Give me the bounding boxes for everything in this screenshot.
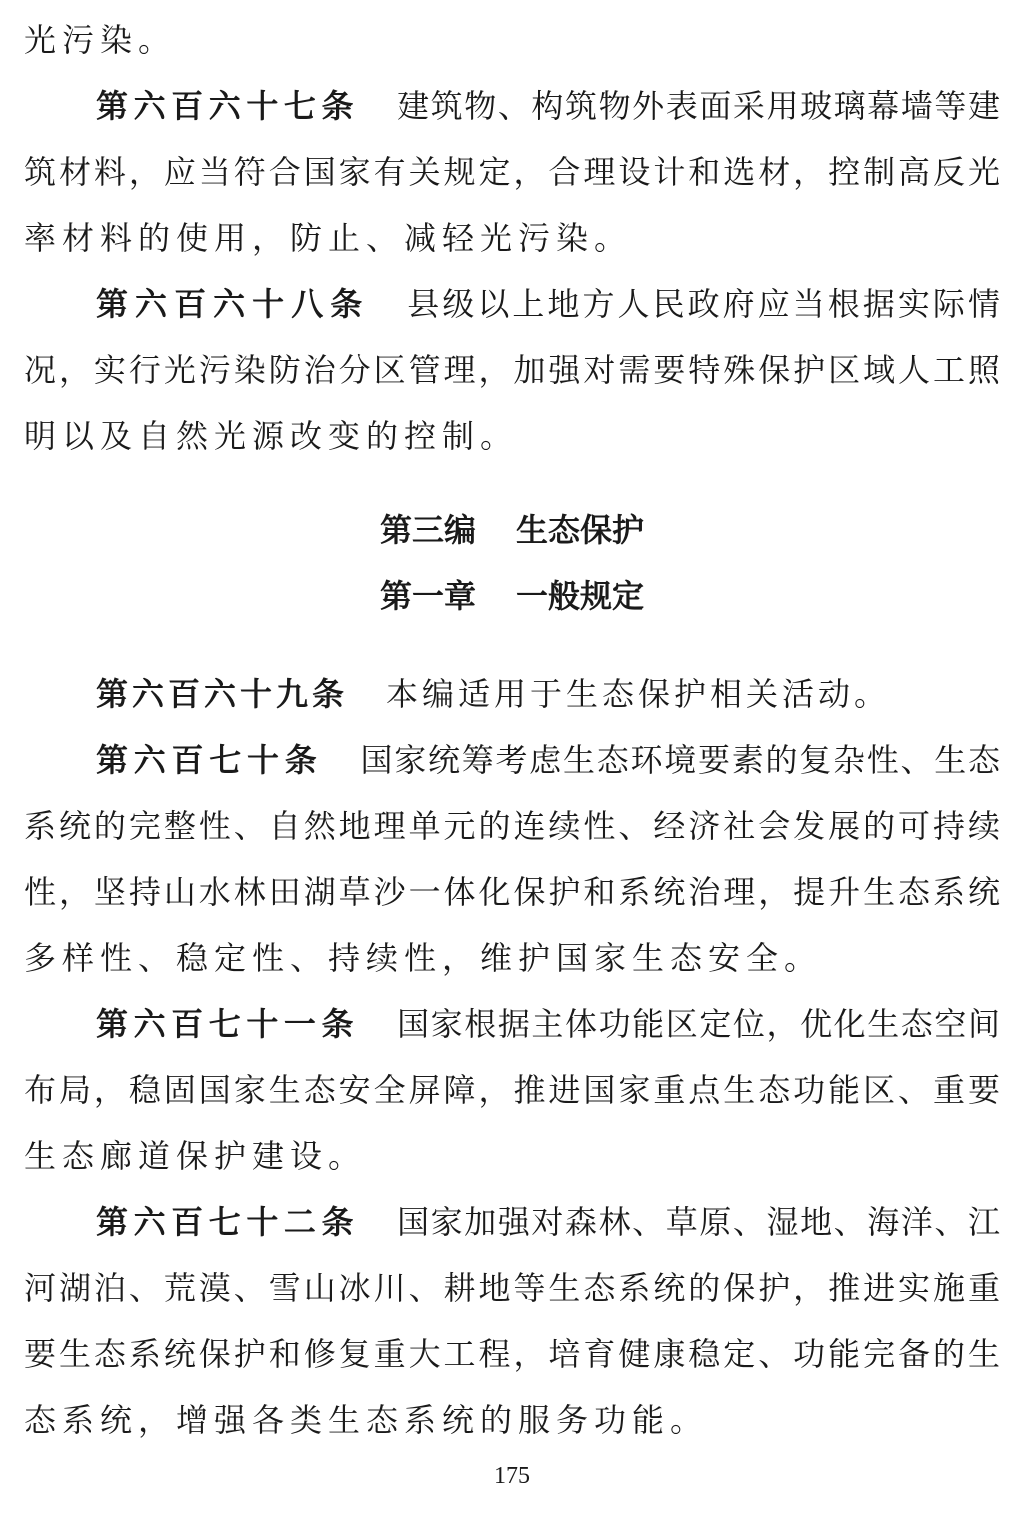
text-line: 率材料的使用，防止、减轻光污染。: [24, 219, 633, 257]
article-text: 本编适用于生态保护相关活动。: [386, 675, 891, 713]
article-number: 第六百六十七条: [96, 87, 360, 125]
text-line: 态系统，增强各类生态系统的服务功能。: [24, 1401, 709, 1439]
text-line: 多样性、稳定性、持续性，维护国家生态安全。: [24, 939, 823, 977]
article-669-line-1: [96, 674, 1000, 714]
part-title: 生态保护: [516, 511, 645, 549]
chapter-label: 第一章: [379, 577, 476, 615]
article-text: 县级以上地方人民政府应当根据实际情: [407, 285, 1000, 323]
article-668-line-1: [96, 284, 1000, 324]
article-number: 第六百七十条: [96, 741, 323, 779]
article-671-line-1: [96, 1004, 1000, 1044]
text-line: 筑材料，应当符合国家有关规定，合理设计和选材，控制高反光: [24, 153, 1000, 191]
text-line: 系统的完整性、自然地理单元的连续性、经济社会发展的可持续: [24, 807, 1000, 845]
article-text: 国家统筹考虑生态环境要素的复杂性、生态: [360, 741, 1000, 779]
article-number: 第六百七十二条: [96, 1203, 360, 1241]
text-line: 况，实行光污染防治分区管理，加强对需要特殊保护区域人工照: [24, 351, 1000, 389]
text-line: 要生态系统保护和修复重大工程，培育健康稳定、功能完备的生: [24, 1335, 1000, 1373]
chapter-title: 一般规定: [516, 577, 645, 615]
chapter-heading: [0, 576, 1024, 616]
article-670-line-1: [96, 740, 1000, 780]
article-text: 建筑物、构筑物外表面采用玻璃幕墙等建: [397, 87, 1000, 125]
article-667-line-1: [96, 86, 1000, 126]
article-number: 第六百七十一条: [96, 1005, 360, 1043]
text-line: 性，坚持山水林田湖草沙一体化保护和系统治理，提升生态系统: [24, 873, 1000, 911]
article-number: 第六百六十八条: [96, 285, 370, 323]
part-label: 第三编: [379, 511, 476, 549]
article-672-line-1: [96, 1202, 1000, 1242]
text-line: 布局，稳固国家生态安全屏障，推进国家重点生态功能区、重要: [24, 1071, 1000, 1109]
text-line: 光污染。: [24, 21, 177, 59]
article-text: 国家加强对森林、草原、湿地、海洋、江: [397, 1203, 1000, 1241]
text-line: 河湖泊、荒漠、雪山冰川、耕地等生态系统的保护，推进实施重: [24, 1269, 1000, 1307]
part-heading: [0, 510, 1024, 550]
text-line: 生态廊道保护建设。: [24, 1137, 367, 1175]
text-line: 明以及自然光源改变的控制。: [24, 417, 519, 455]
page-number: 175: [494, 1463, 530, 1489]
article-number: 第六百六十九条: [96, 675, 349, 713]
article-text: 国家根据主体功能区定位，优化生态空间: [397, 1005, 1000, 1043]
